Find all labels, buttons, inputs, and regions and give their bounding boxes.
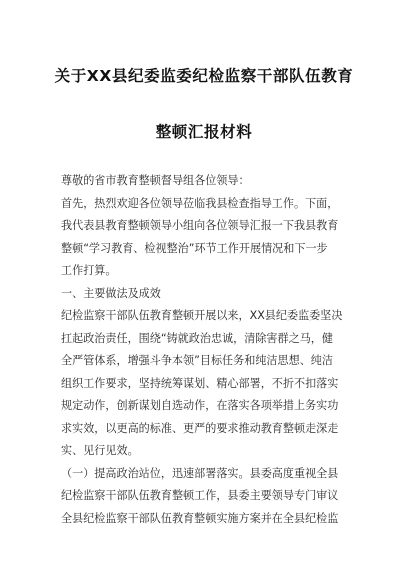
document-title-line-2: 整顿汇报材料 xyxy=(155,123,253,141)
paragraph-line: 纪检监察干部队伍教育整顿工作，县委主要领导专门审议 xyxy=(61,489,339,502)
paragraph-line: 扛起政治责任，围绕“铸就政治忠诚，清除害群之马，健 xyxy=(61,331,333,345)
paragraph-line: 首先，热烈欢迎各位领导莅临我县检查指导工作。下面， xyxy=(61,196,339,210)
paragraph-line: 实、见行见效。 xyxy=(61,444,139,457)
paragraph-line: 纪检监察干部队伍教育整顿开展以来，XX县纪委监委坚决 xyxy=(61,309,343,322)
paragraph-line: 我代表县教育整顿领导小组向各位领导汇报一下我县教育 xyxy=(61,219,339,232)
paragraph-line: 全严管体系，增强斗争本领”目标任务和纯洁思想、纯洁 xyxy=(61,354,333,367)
paragraph-line: 工作打算。 xyxy=(61,264,117,277)
paragraph-line: 组织工作要求，坚持统筹谋划、精心部署，不折不扣落实 xyxy=(61,376,339,390)
paragraph-line: 规定动作，创新谋划自选动作，在落实各项举措上务实功 xyxy=(61,399,339,412)
document-body xyxy=(61,170,357,530)
paragraph-line: 求实效，以更高的标准、更严的要求推动教育整顿走深走 xyxy=(61,421,339,435)
subsection-line: （一）提高政治站位，迅速部署落实。县委高度重视全县 xyxy=(61,466,339,480)
paragraph-line: 整顿“学习教育、检视整治”环节工作开展情况和下一步 xyxy=(61,241,328,255)
paragraph-line: 全县纪检监察干部队伍教育整顿实施方案并在全县纪检监 xyxy=(61,511,339,525)
document-title-line-1: 关于XX县纪委监委纪检监察干部队伍教育 xyxy=(54,67,354,85)
section-heading: 一、主要做法及成效 xyxy=(61,286,161,300)
salutation-line: 尊敬的省市教育整顿督导组各位领导： xyxy=(61,174,250,187)
